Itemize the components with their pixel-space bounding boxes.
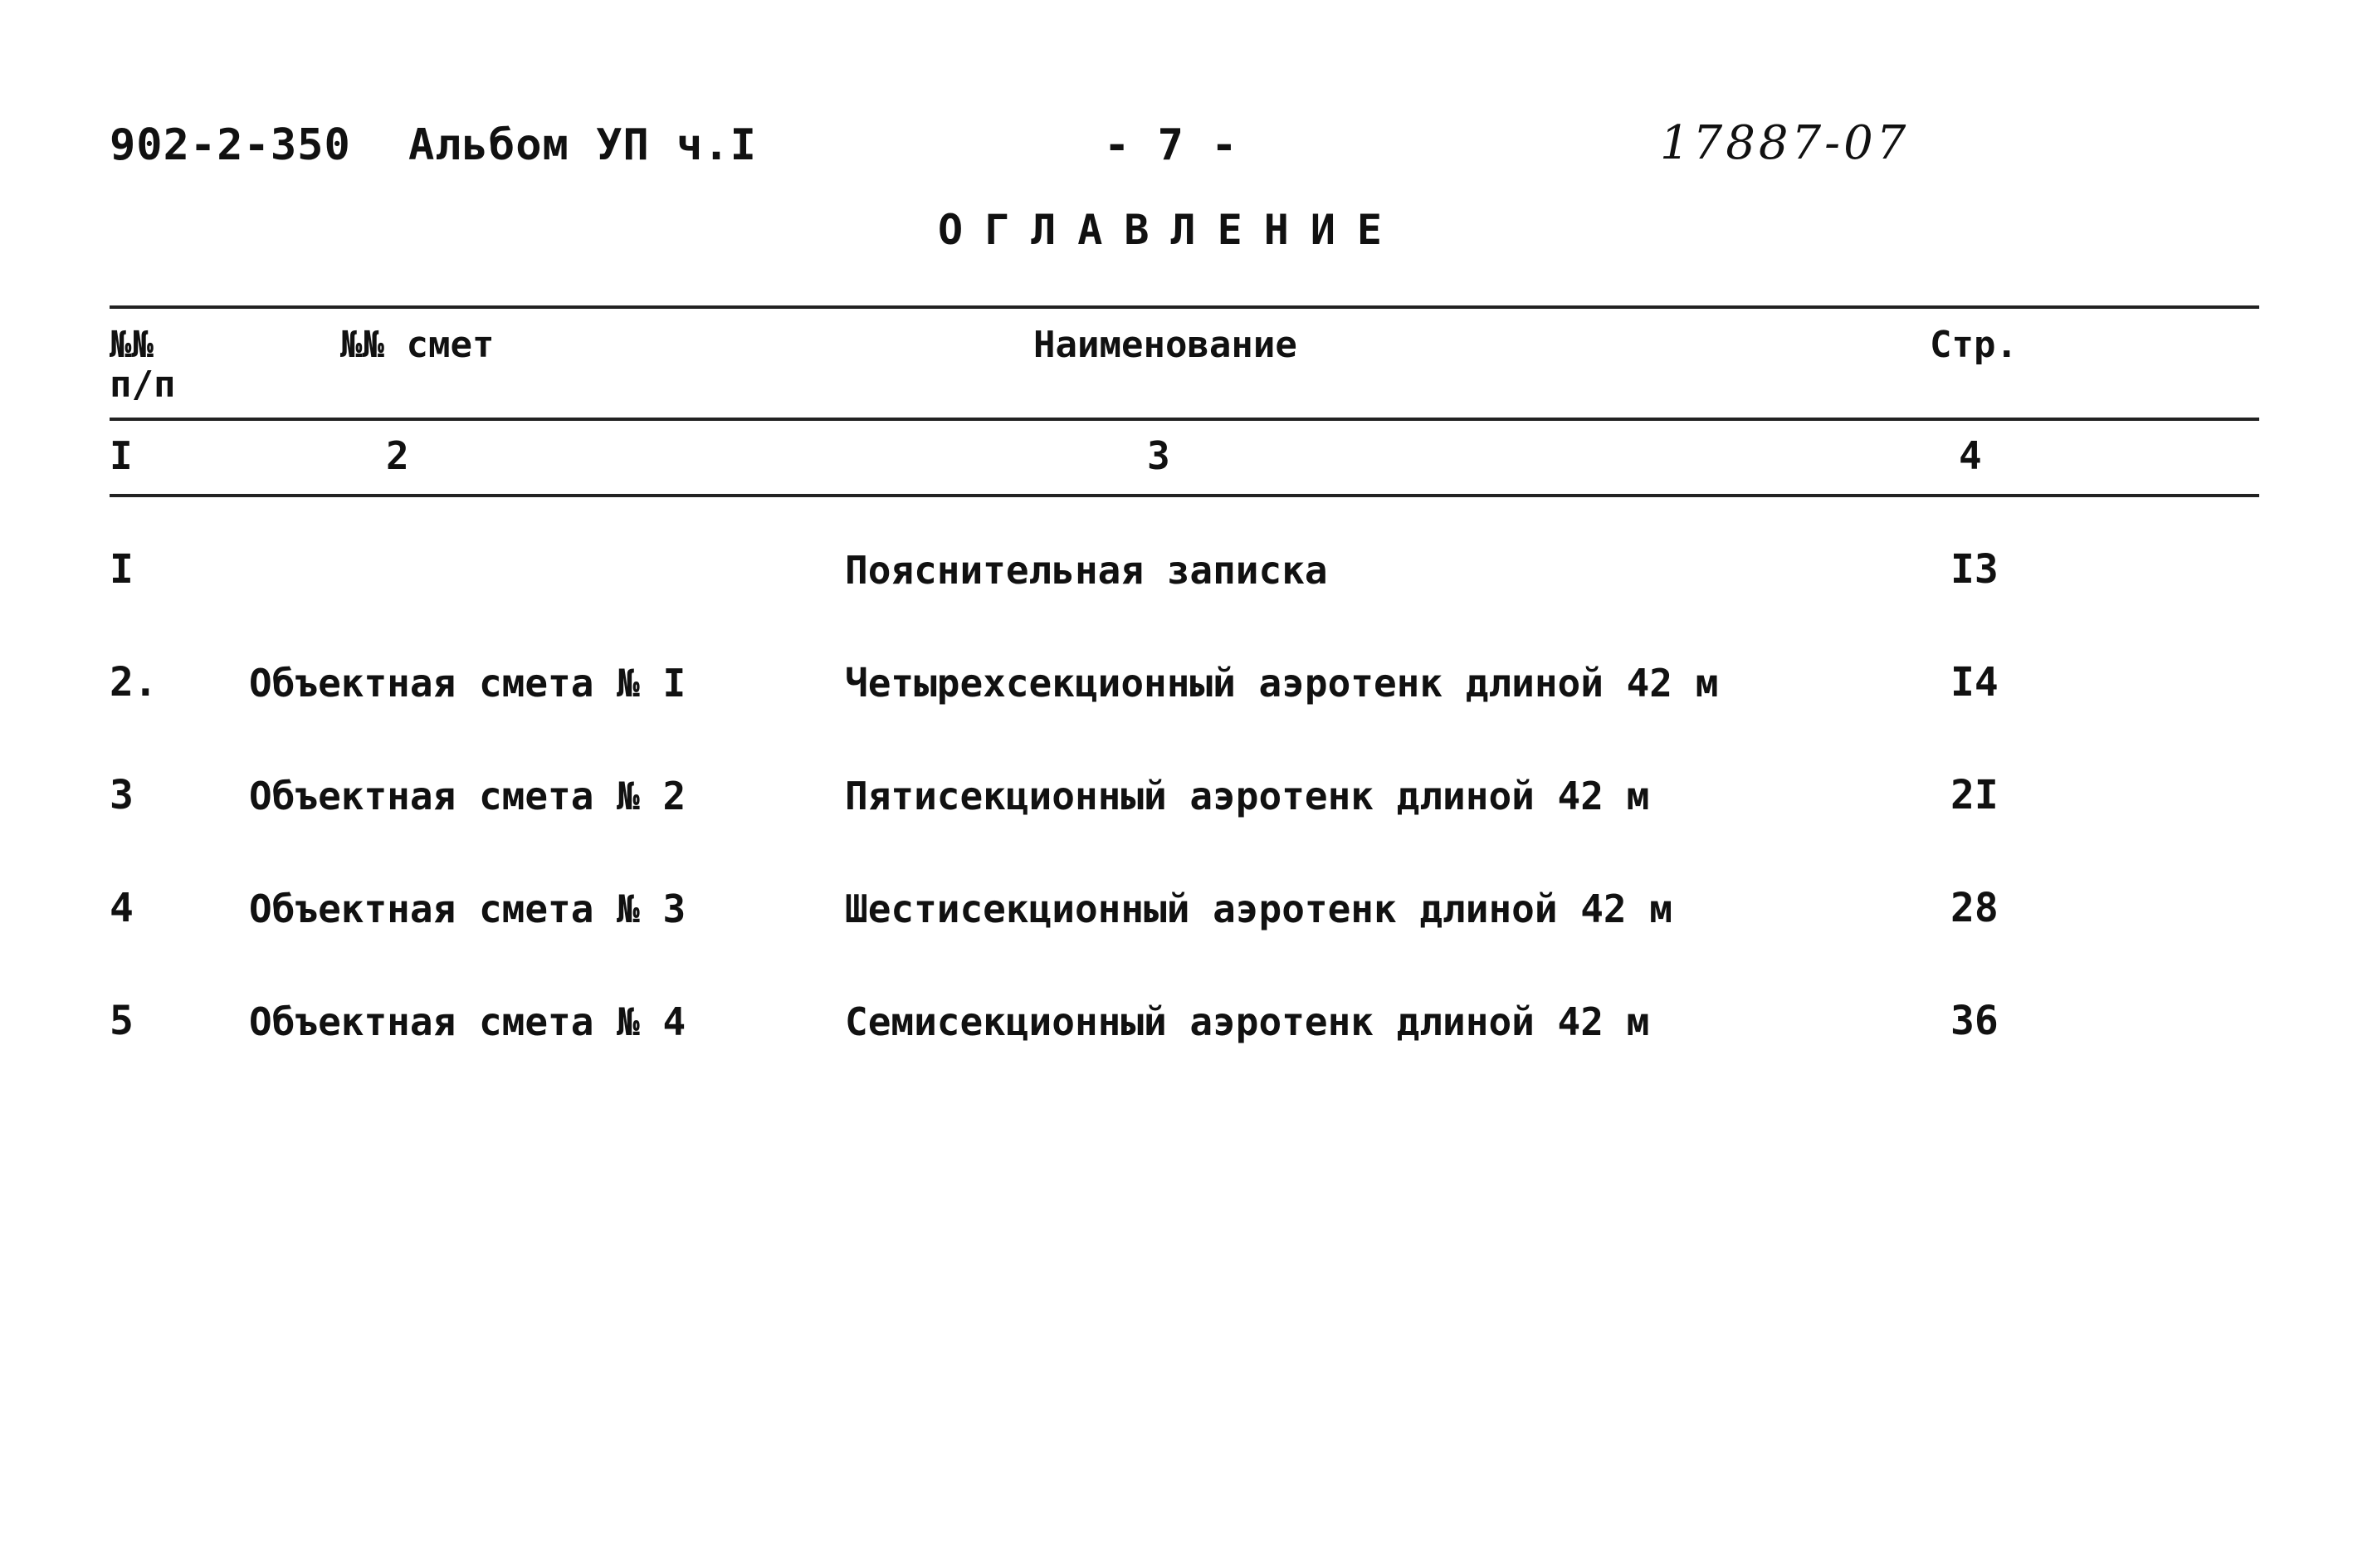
row-estimate: Объектная смета № 3 [249,887,686,931]
row-number: 4 [110,885,134,931]
row-name: Шестисекционный аэротенк длиной 42 м [845,887,1672,931]
column-header-name: Наименование [1033,324,1297,366]
row-name: Пояснительная записка [845,548,1328,593]
row-page: 36 [1950,998,1999,1044]
row-estimate: Объектная смета № 4 [249,999,686,1044]
document-code: 902-2-350 [110,120,351,170]
column-header-num-line1: №№ [110,324,154,366]
column-number-2: 2 [386,433,409,478]
row-page: I4 [1950,659,1999,706]
row-number: 3 [110,772,134,818]
table-top-rule [110,305,2259,309]
column-number-1: I [110,433,133,478]
row-name: Семисекционный аэротенк длиной 42 м [845,999,1650,1044]
row-number: 2. [110,659,158,706]
column-number-3: 3 [1147,433,1170,478]
album-label: Альбом УП ч.I [408,120,757,170]
column-header-page: Стр. [1930,324,2018,366]
row-name: Четырехсекционный аэротенк длиной 42 м [845,661,1719,706]
table-header-rule [110,418,2259,421]
column-header-num [110,325,175,405]
column-header-num-line2: п/п [110,364,176,406]
row-page: I3 [1950,546,1999,593]
row-number: 5 [110,998,134,1044]
row-page: 2I [1950,772,1999,818]
page-title: ОГЛАВЛЕНИЕ [938,206,1404,254]
column-header-estimate: №№ смет [340,324,495,366]
row-page: 28 [1950,885,1999,931]
handwritten-code: 17887-07 [1660,116,1910,170]
row-estimate: Объектная смета № I [249,661,686,706]
page-number: - 7 - [1104,120,1238,170]
row-estimate: Объектная смета № 2 [249,774,686,818]
row-name: Пятисекционный аэротенк длиной 42 м [845,774,1650,818]
table-column-numbers-rule [110,494,2259,497]
row-number: I [110,546,134,593]
column-number-4: 4 [1959,433,1982,478]
